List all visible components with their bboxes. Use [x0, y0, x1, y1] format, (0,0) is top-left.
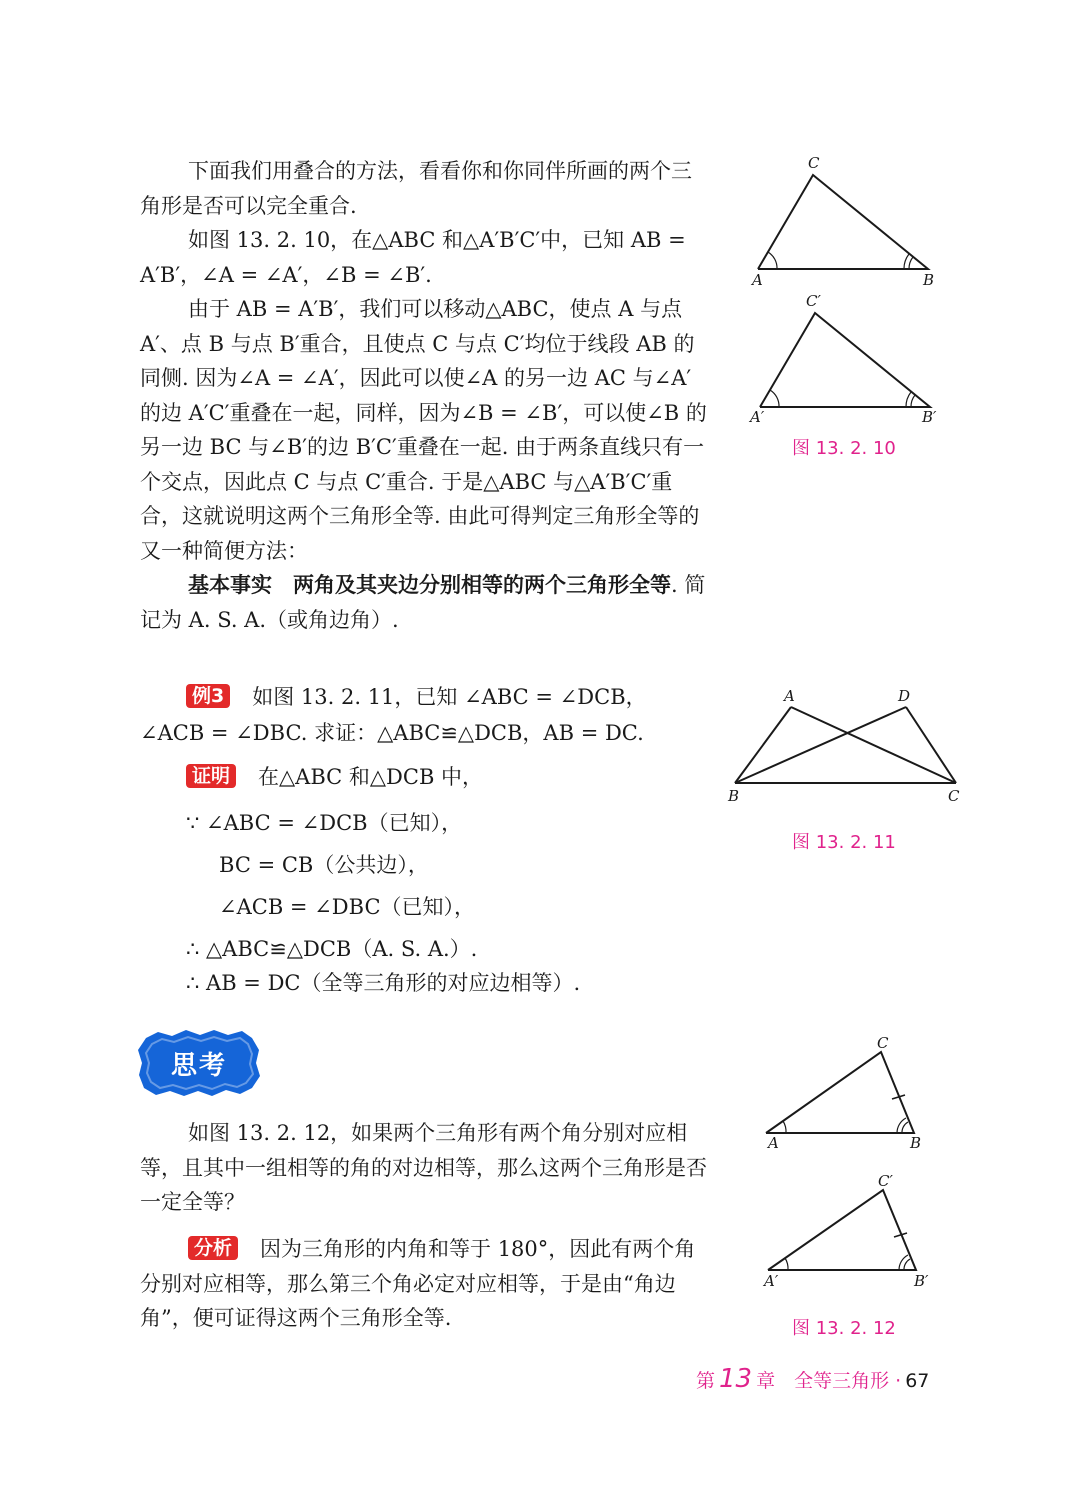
think-label: 思考 [170, 1050, 227, 1081]
example-3-line-1 [186, 680, 647, 714]
figure-13-2-10 [740, 150, 960, 430]
basic-fact [140, 568, 710, 637]
analysis-paragraph [140, 1232, 710, 1336]
figure-13-2-11 [720, 685, 970, 810]
label-c: C [948, 787, 960, 805]
label-b: B [910, 1134, 922, 1152]
crossed-triangles [727, 687, 960, 805]
label-c: C [808, 154, 820, 172]
page-footer [696, 1364, 929, 1394]
label-b: B [728, 787, 740, 805]
label-a: A [768, 1134, 779, 1152]
think-question: 如图 13. 2. 12，如果两个三角形有两个角分别对应相等，且其中一组相等的角的对边相等，那么这两个三角形是否一定全等？ [140, 1121, 707, 1214]
basic-fact-statement: 基本事实 两角及其夹边分别相等的两个三角形全等 [188, 573, 671, 597]
think-badge [138, 1030, 260, 1096]
proof-step-5: ∴ AB = DC（全等三角形的对应边相等）. [186, 971, 581, 995]
label-c-prime: C′ [806, 292, 821, 310]
label-b-prime: B′ [922, 408, 937, 426]
page-number: 67 [905, 1370, 930, 1392]
label-c-prime: C′ [878, 1172, 893, 1190]
chapter-number: 13 [719, 1364, 753, 1394]
proof-step-2: BC = CB（公共边）， [219, 853, 429, 877]
label-b: B [923, 271, 935, 289]
proof-step-4: ∴ △ABC≌△DCB（A. S. A.）. [186, 937, 478, 961]
label-a: A [784, 687, 795, 705]
label-a: A [752, 271, 763, 289]
triangle-abc [766, 1034, 921, 1152]
intro-paragraph-1: 下面我们用叠合的方法，看看你和你同伴所画的两个三角形是否可以完全重合. [140, 159, 692, 218]
label-a-prime: A′ [764, 1272, 779, 1290]
figure-13-2-10-caption: 图 13. 2. 10 [792, 438, 896, 459]
label-d: D [898, 687, 911, 705]
figure-13-2-12 [750, 1030, 950, 1300]
analysis-tag: 分析 [188, 1236, 238, 1260]
analysis-text: 因为三角形的内角和等于 180°，因此有两个角分别对应相等，那么第三个角必定对应相等，于是由“角边角”，便可证得这两个三角形全等. [140, 1237, 696, 1330]
chapter-title: 章 全等三角形 · [756, 1370, 902, 1392]
proof-intro: 在△ABC 和△DCB 中， [258, 765, 484, 789]
label-c: C [877, 1034, 889, 1052]
basic-fact-abbrev: . 简记为 A. S. A.（或角边角）. [140, 573, 706, 632]
intro-paragraph-2: 如图 13. 2. 10，在△ABC 和△A′B′C′中，已知 AB = A′B′，∠A = ∠A′，∠B = ∠B′. [140, 228, 686, 287]
proof-step-3: ∠ACB = ∠DBC（已知）， [219, 895, 476, 919]
proof-step-1: ∵ ∠ABC = ∠DCB（已知）， [186, 811, 463, 835]
example-3-line-2: ∠ACB = ∠DBC. 求证：△ABC≌△DCB，AB = DC. [140, 721, 644, 745]
label-a-prime: A′ [750, 408, 765, 426]
figure-13-2-11-caption: 图 13. 2. 11 [792, 832, 896, 853]
figure-13-2-12-caption: 图 13. 2. 12 [792, 1318, 896, 1339]
example-3-statement-1: 如图 13. 2. 11，已知 ∠ABC = ∠DCB， [252, 685, 647, 709]
intro-paragraph-3: 由于 AB = A′B′，我们可以移动△ABC，使点 A 与点 A′、点 B 与点 B′重合，且使点 C 与点 C′均位于线段 AB 的同侧. 因为∠A = ∠A′，因此可以使∠A 的另一边 AC 与∠A′的边 A′C′重叠在一起，同样，因为∠B = ∠B′，可以使∠B 的另一边 BC 与∠B′的边 B′C′重叠在一起. 由于两条直线只有一个交点，因此点 C 与点 C′重合. 于是△ABC 与△A′B′C′重合，这就说明这两个三角形全等. 由此可得判定三角形全等的又一种简便方法： [140, 297, 707, 563]
triangle-abc [750, 154, 934, 289]
chapter-prefix: 第 [696, 1370, 716, 1392]
proof-line [186, 760, 483, 794]
triangle-a1b1c1 [762, 1172, 929, 1290]
triangle-a1b1c1 [748, 292, 937, 426]
proof-tag: 证明 [186, 764, 236, 788]
label-b-prime: B′ [914, 1272, 929, 1290]
example-tag: 例3 [186, 684, 230, 708]
